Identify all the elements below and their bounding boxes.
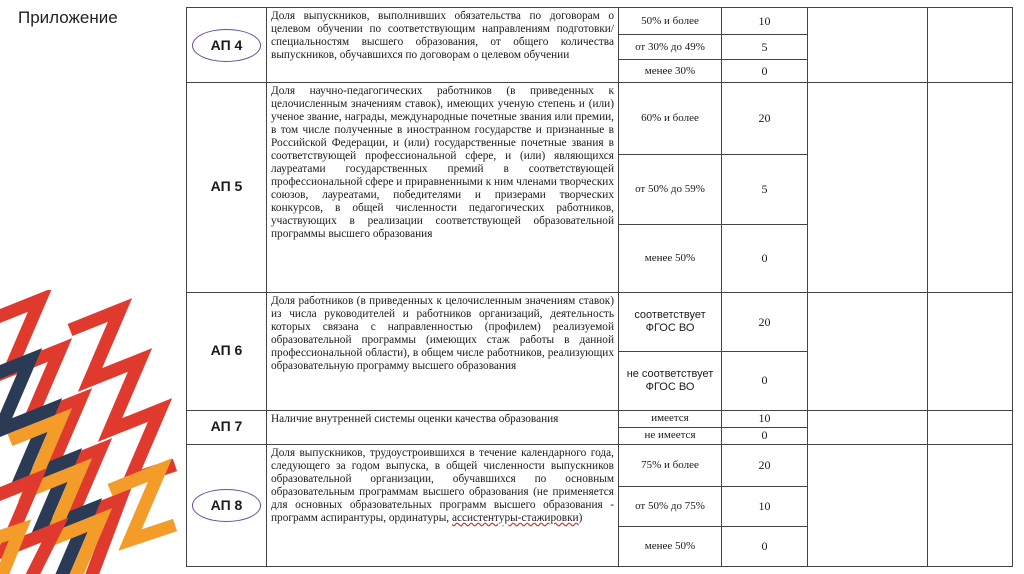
code-label-ap6: АП 6 (210, 342, 243, 359)
criterion-points: 20 (722, 444, 808, 486)
table-row-ap4 (187, 8, 1013, 35)
criterion-label: от 50% до 75% (619, 486, 722, 526)
criterion-points: 20 (722, 293, 808, 351)
empty-cell (808, 444, 928, 566)
criterion-label: менее 50% (619, 225, 722, 293)
empty-cell (808, 83, 928, 293)
criterion-points: 10 (722, 410, 808, 427)
criterion-label: менее 30% (619, 60, 722, 83)
criterion-label: не соответствует ФГОС ВО (619, 351, 722, 410)
code-cell-ap6 (187, 293, 267, 410)
code-cell-ap7 (187, 410, 267, 444)
criterion-points: 10 (722, 486, 808, 526)
criteria-table (186, 7, 1012, 567)
description-text: Доля выпускников, трудоустроившихся в течение календарного года, следующего за годом выпуска, в общей численности выпускников образовательной организации, обучавшихся по основным образовательным программам высшего образования (не применяется для основных образовательных программ высшего образования - программ аспирантуры, ординатуры, (271, 446, 614, 524)
criterion-points: 0 (722, 60, 808, 83)
criterion-points: 0 (722, 225, 808, 293)
empty-cell (808, 293, 928, 410)
description-cell-ap6: Доля работников (в приведенных к целочисленным значениям ставок) из числа руководителей и работников организаций, деятельность которых связана с направленностью (профилем) реализуемой образовательной программы (имеющих стаж работы в данной профессиональной области), в общем числе работников, реализующих образовательную программу высшего образования (267, 293, 619, 410)
criterion-points: 0 (722, 526, 808, 566)
criterion-label: не имеется (619, 427, 722, 444)
empty-cell (808, 8, 928, 83)
code-label-ap5: АП 5 (210, 178, 243, 195)
description-underlined-text: ассистентуры-стажировки (451, 511, 579, 524)
code-badge-ap8: АП 8 (192, 489, 262, 522)
criterion-points: 0 (722, 351, 808, 410)
criterion-points: 20 (722, 83, 808, 155)
description-cell-ap4: Доля выпускников, выполнивших обязательства по договорам о целевом обучении по соответствующим направлениям подготовки/специальностям высшего образования, от общего количества выпускников, обучавшихся по договорам о целевом обучении (267, 8, 619, 83)
decorative-zigzag-pattern (0, 290, 180, 574)
table-row-ap5 (187, 83, 1013, 155)
description-cell-ap5: Доля научно-педагогических работников (в приведенных к целочисленным значениям ставок), имеющих ученую степень и (или) ученое звание, награды, международные почетные звания или премии, в том числе полученные в иностранном государстве и признанные в Российской Федерации, и (или) государственные почетные звания в соответствующей профессиональной сфере, и (или) являющихся лауреатами государственных премий в соответствующей профессиональной сфере и приравненными к ним членами творческих союзов, лауреатами, победителями и призерами творческих конкурсов, в общей численности педагогических работников, участвующих в реализации соответствующей образовательной программы высшего образования (267, 83, 619, 293)
criterion-label: менее 50% (619, 526, 722, 566)
code-label-ap7: АП 7 (210, 417, 243, 434)
table-row-ap6 (187, 293, 1013, 351)
criterion-points: 0 (722, 427, 808, 444)
empty-cell (808, 410, 928, 444)
criterion-points: 10 (722, 8, 808, 35)
code-cell-ap8 (187, 444, 267, 566)
criterion-label: 50% и более (619, 8, 722, 35)
criterion-points: 5 (722, 35, 808, 60)
criterion-label: 60% и более (619, 83, 722, 155)
empty-cell (928, 293, 1013, 410)
description-cell-ap8 (267, 444, 619, 566)
code-cell-ap4 (187, 8, 267, 83)
description-text-end: ) (578, 511, 583, 524)
code-cell-ap5 (187, 83, 267, 293)
criterion-points: 5 (722, 155, 808, 225)
empty-cell (928, 444, 1013, 566)
code-badge-ap4: АП 4 (192, 29, 262, 62)
empty-cell (928, 410, 1013, 444)
description-cell-ap7: Наличие внутренней системы оценки качества образования (267, 410, 619, 444)
table-row-ap8 (187, 444, 1013, 486)
criterion-label: имеется (619, 410, 722, 427)
criterion-label: соответствует ФГОС ВО (619, 293, 722, 351)
criterion-label: 75% и более (619, 444, 722, 486)
empty-cell (928, 83, 1013, 293)
empty-cell (928, 8, 1013, 83)
criterion-label: от 30% до 49% (619, 35, 722, 60)
slide-title: Приложение (18, 8, 118, 27)
criterion-label: от 50% до 59% (619, 155, 722, 225)
table-row-ap7 (187, 410, 1013, 427)
